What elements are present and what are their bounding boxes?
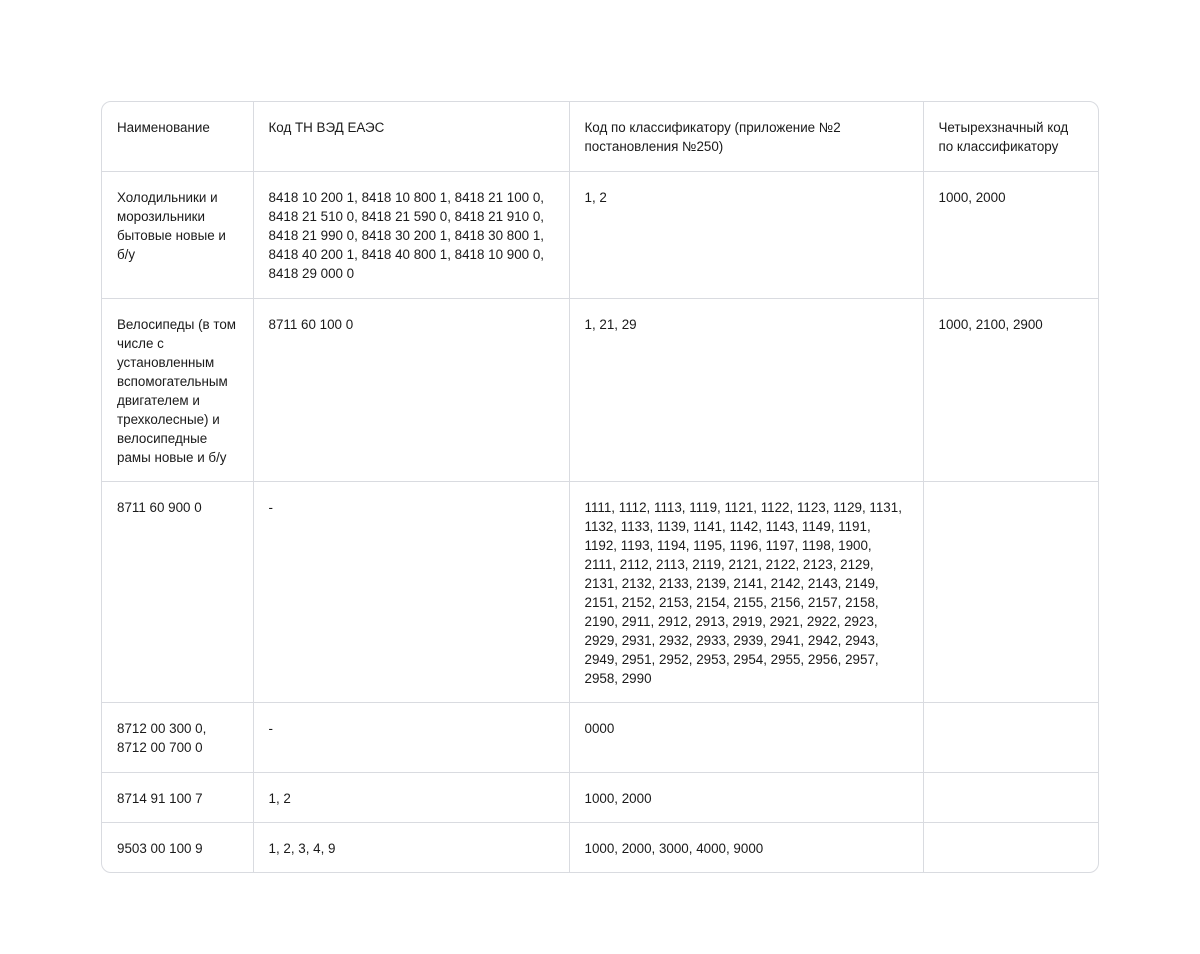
classifier-table: [101, 101, 1099, 873]
header-tnved-code: Код ТН ВЭД ЕАЭС: [253, 102, 569, 171]
cell-four-digit-code: [923, 481, 1098, 702]
table-row: [102, 822, 1098, 872]
cell-name: 8711 60 900 0: [102, 481, 253, 702]
header-name: Наименование: [102, 102, 253, 171]
cell-four-digit-code: 1000, 2000: [923, 171, 1098, 298]
cell-classifier-code: 1000, 2000, 3000, 4000, 9000: [569, 822, 923, 872]
cell-classifier-code: 1000, 2000: [569, 772, 923, 822]
cell-classifier-code: 1111, 1112, 1113, 1119, 1121, 1122, 1123, 1129, 1131, 1132, 1133, 1139, 1141, 1142, 1143, 1149, 1191, 1192, 1193, 1194, 1195, 1196, 1197, 1198, 1900, 2111, 2112, 2113, 2119, 2121, 2122, 2123, 2129, 2131, 2132, 2133, 2139, 2141, 2142, 2143, 2149, 2151, 2152, 2153, 2154, 2155, 2156, 2157, 2158, 2190, 2911, 2912, 2913, 2919, 2921, 2922, 2923, 2929, 2931, 2932, 2933, 2939, 2941, 2942, 2943, 2949, 2951, 2952, 2953, 2954, 2955, 2956, 2957, 2958, 2990: [569, 481, 923, 702]
classifier-table-grid: [102, 102, 1098, 872]
cell-four-digit-code: [923, 772, 1098, 822]
cell-four-digit-code: 1000, 2100, 2900: [923, 298, 1098, 481]
cell-tnved-code: 8418 10 200 1, 8418 10 800 1, 8418 21 100 0, 8418 21 510 0, 8418 21 590 0, 8418 21 910 0, 8418 21 990 0, 8418 30 200 1, 8418 30 800 1, 8418 40 200 1, 8418 40 800 1, 8418 10 900 0, 8418 29 000 0: [253, 171, 569, 298]
cell-tnved-code: -: [253, 702, 569, 772]
header-four-digit-code: Четырехзначный код по классификатору: [923, 102, 1098, 171]
table-row: [102, 481, 1098, 702]
cell-classifier-code: 1, 21, 29: [569, 298, 923, 481]
cell-name: Велосипеды (в том числе с установленным вспомогательным двигателем и трехколесные) и велосипедные рамы новые и б/у: [102, 298, 253, 481]
cell-tnved-code: -: [253, 481, 569, 702]
cell-tnved-code: 1, 2: [253, 772, 569, 822]
cell-four-digit-code: [923, 702, 1098, 772]
cell-classifier-code: 0000: [569, 702, 923, 772]
cell-classifier-code: 1, 2: [569, 171, 923, 298]
cell-name: 8714 91 100 7: [102, 772, 253, 822]
cell-name: 9503 00 100 9: [102, 822, 253, 872]
cell-name: Холодильники и морозильники бытовые новые и б/у: [102, 171, 253, 298]
header-classifier-code: Код по классификатору (приложение №2 постановления №250): [569, 102, 923, 171]
table-row: [102, 298, 1098, 481]
cell-tnved-code: 8711 60 100 0: [253, 298, 569, 481]
cell-four-digit-code: [923, 822, 1098, 872]
table-row: [102, 772, 1098, 822]
table-row: [102, 702, 1098, 772]
cell-name: 8712 00 300 0, 8712 00 700 0: [102, 702, 253, 772]
cell-tnved-code: 1, 2, 3, 4, 9: [253, 822, 569, 872]
table-header-row: [102, 102, 1098, 171]
table-row: [102, 171, 1098, 298]
